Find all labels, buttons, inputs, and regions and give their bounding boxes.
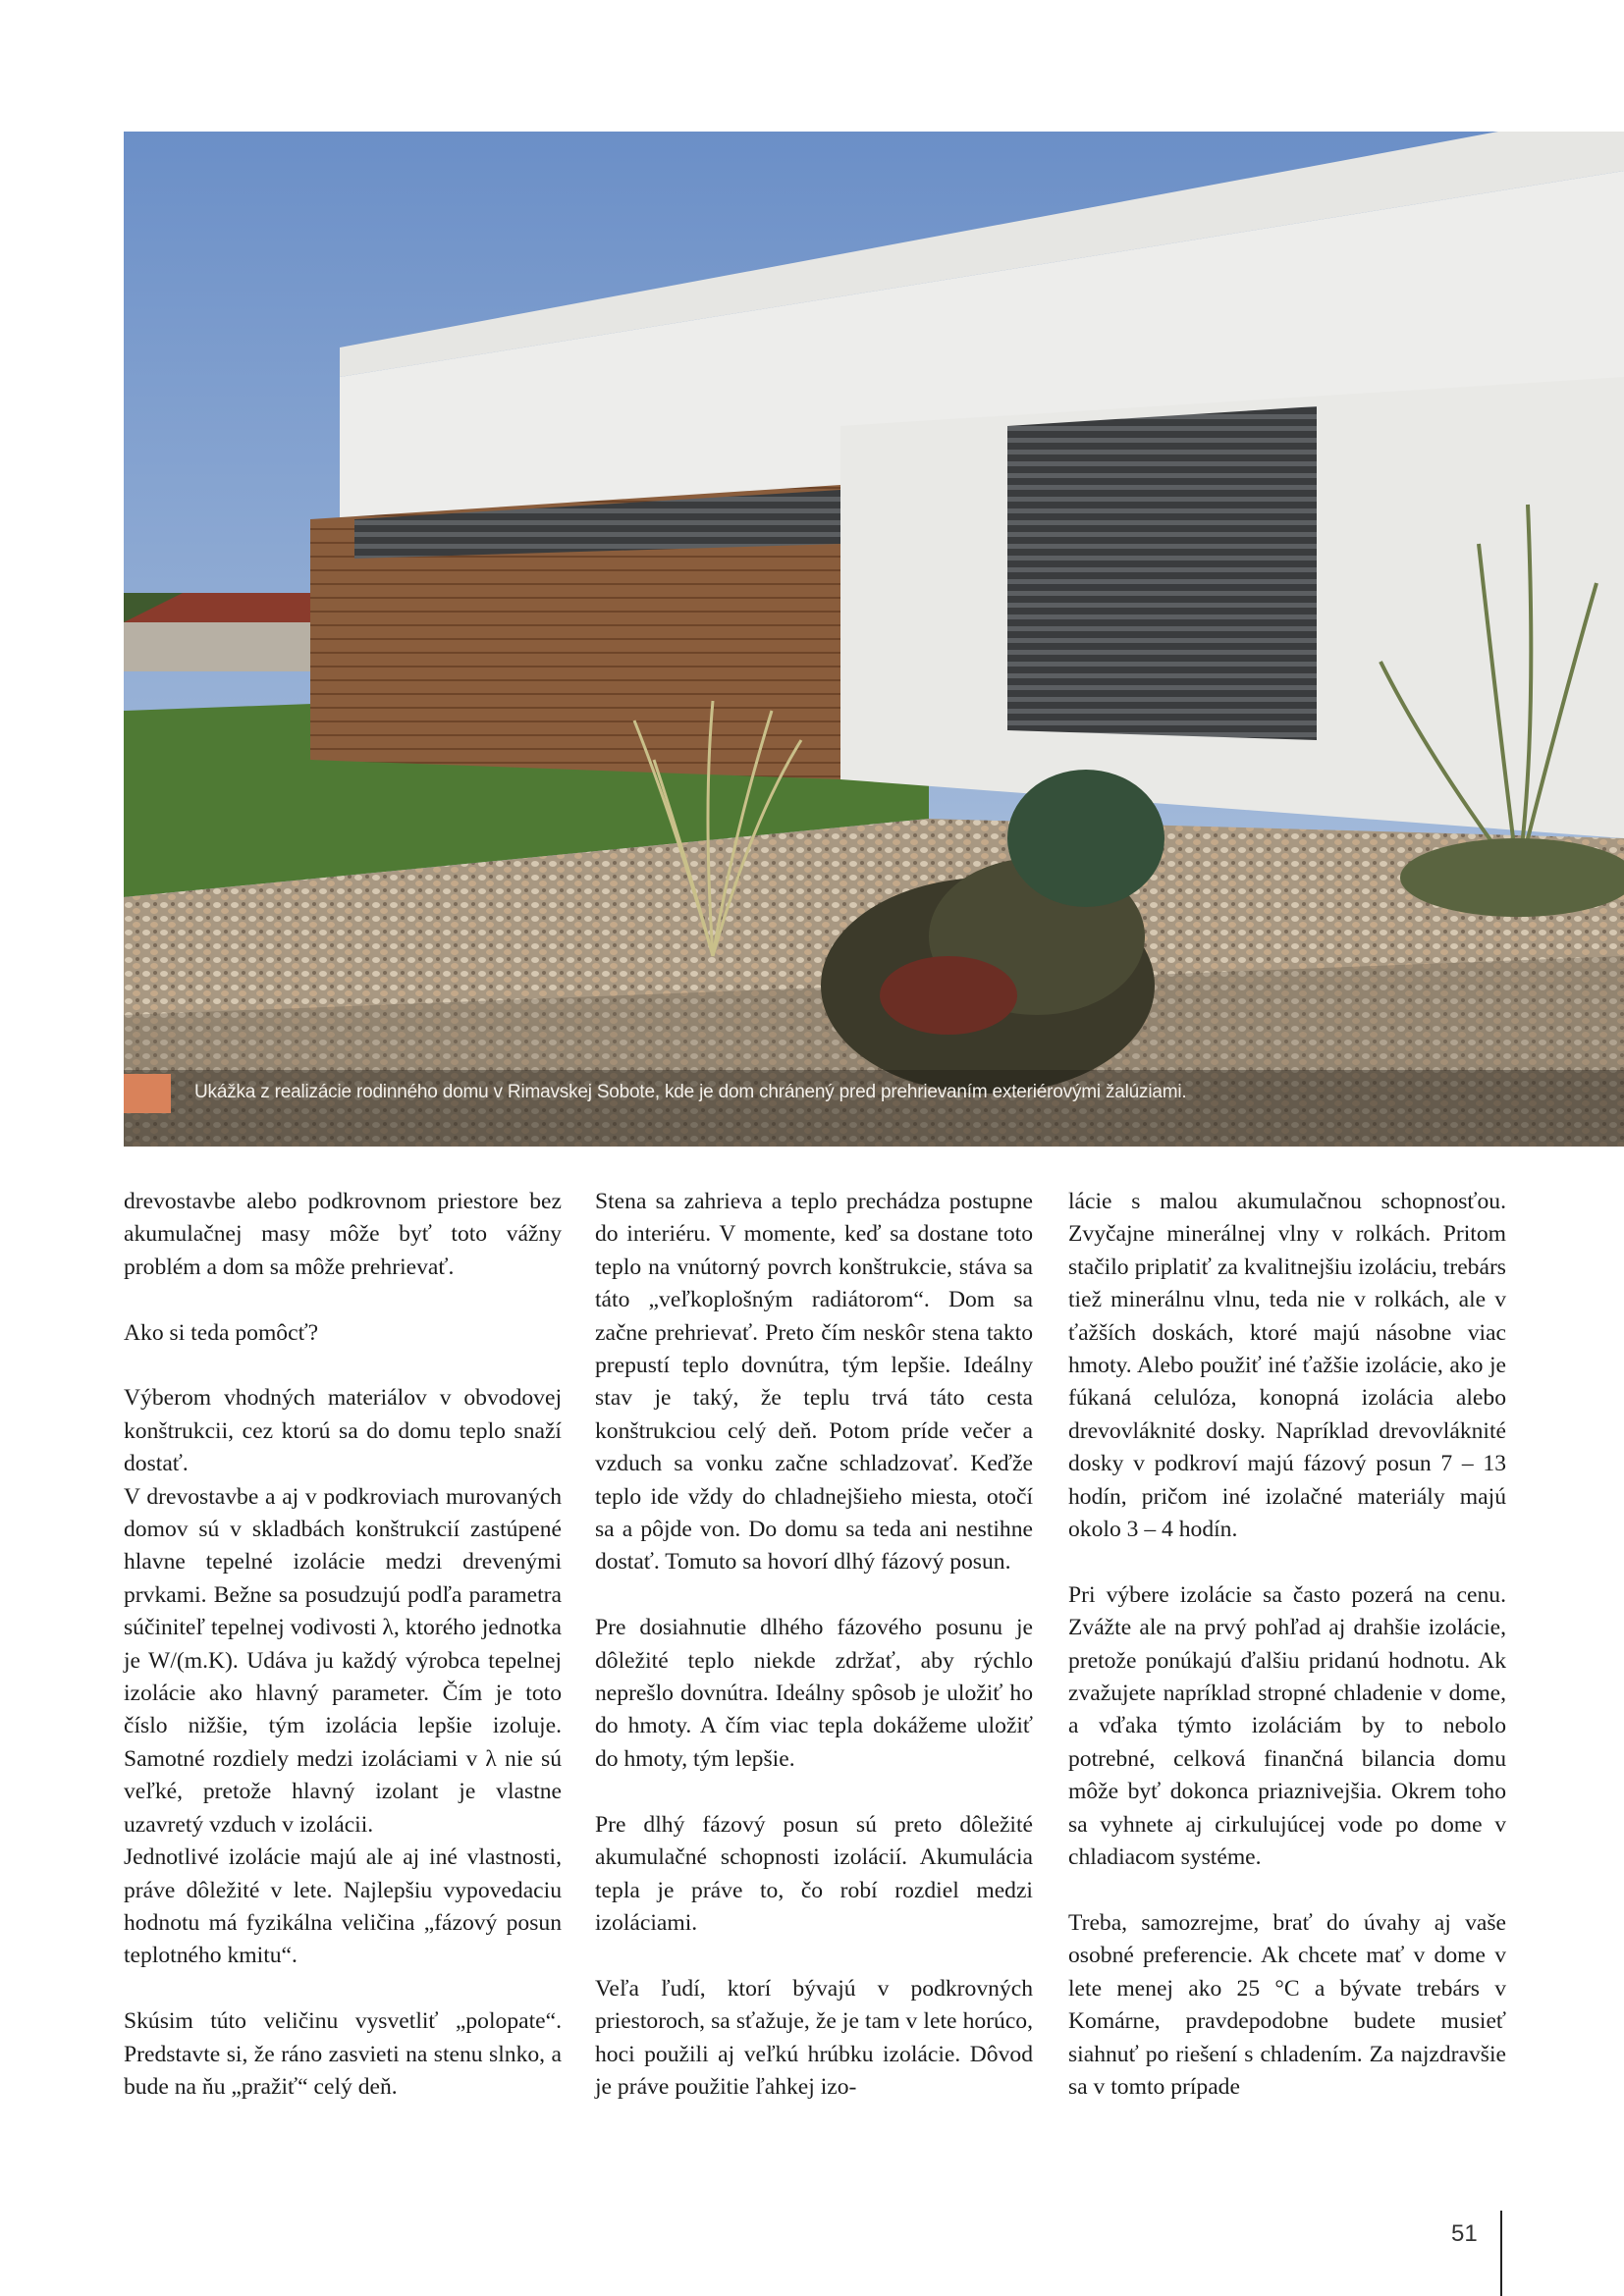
text-column-2 xyxy=(595,1186,1033,2104)
paragraph: Stena sa zahrieva a teplo prechádza postupne do interiéru. V momente, keď sa dostane toto teplo na vnútorný povrch konštrukcie, stáva sa táto „veľkoplošným radiátorom“. Dom sa začne prehrievať. Preto čím neskôr stena takto prepustí teplo dovnútra, tým lepšie. Ideálny stav je taký, že teplu trvá táto cesta konštrukciou celý deň. Potom príde večer a vzduch sa vonku začne schladzovať. Keďže teplo ide vždy do chladnejšieho miesta, otočí sa a pôjde von. Do domu sa teda ani nestihne dostať. Tomuto sa hovorí dlhý fázový posun. xyxy=(595,1189,1033,1575)
paragraph: Veľa ľudí, ktorí bývajú v podkrovných priestoroch, sa sťažuje, že je tam v lete horúco, hoci použili aj veľkú hrúbku izolácie. Dôvod je práve použitie ľahkej izo- xyxy=(595,1975,1033,2100)
paragraph: Treba, samozrejme, brať do úvahy aj vaše osobné preferencie. Ak chcete mať v dome v lete menej ako 25 °C a bývate trebárs v Komárne, pravdepodobne budete musieť siahnuť po riešení s chladením. Za najzdravšie sa v tomto prípade xyxy=(1068,1909,1506,2100)
caption-accent-square xyxy=(124,1074,171,1113)
text-column-1 xyxy=(124,1186,562,2104)
house-photo xyxy=(124,132,1624,1147)
paragraph: Ako si teda pomôcť? xyxy=(124,1319,319,1346)
text-column-3 xyxy=(1068,1186,1506,2104)
photo-caption: Ukážka z realizácie rodinného domu v Rimavskej Sobote, kde je dom chránený pred prehrievaním exteriérovými žalúziami. xyxy=(194,1082,1187,1102)
house-photo-illustration xyxy=(124,132,1624,1147)
page-number: 51 xyxy=(1451,2220,1478,2247)
paragraph: Jednotlivé izolácie majú ale aj iné vlastnosti, práve dôležité v lete. Najlepšiu vypovedaciu hodnotu má fyzikálna veličina „fázový posun teplotného kmitu“. xyxy=(124,1844,562,1969)
paragraph: drevostavbe alebo podkrovnom priestore bez akumulačnej masy môže byť toto vážny problém a dom sa môže prehrievať. xyxy=(124,1189,562,1280)
paragraph: Pre dlhý fázový posun sú preto dôležité akumulačné schopnosti izolácií. Akumulácia tepla je práve to, čo robí rozdiel medzi izoláciami. xyxy=(595,1811,1033,1936)
paragraph: Výberom vhodných materiálov v obvodovej konštrukcii, cez ktorú sa do domu teplo snaží dostať. xyxy=(124,1385,562,1477)
paragraph: V drevostavbe a aj v podkroviach murovaných domov sú v skladbách konštrukcií zastúpené hlavne tepelné izolácie medzi drevenými prvkami. Bežne sa posudzujú podľa parametra súčiniteľ tepelnej vodivosti λ, ktorého jednotka je W/(m.K). Udáva ju každý výrobca tepelnej izolácie ako hlavný parameter. Čím je toto číslo nižšie, tým izolácia lepšie izoluje. Samotné rozdiely medzi izoláciami v λ nie sú veľké, pretože hlavný izolant je vlastne uzavretý vzduch v izolácii. xyxy=(124,1483,562,1838)
paragraph: Pre dosiahnutie dlhého fázového posunu je dôležité teplo niekde zdržať, aby rýchlo neprešlo dovnútra. Ideálny spôsob je uložiť ho do hmoty. A čím viac tepla dokážeme uložiť do hmoty, tým lepšie. xyxy=(595,1615,1033,1772)
paragraph: Skúsim túto veličinu vysvetliť „polopate“. Predstavte si, že ráno zasvieti na stenu slnko, a bude na ňu „pražiť“ celý deň. xyxy=(124,2008,562,2100)
page-number-rule xyxy=(1500,2211,1502,2296)
paragraph: lácie s malou akumulačnou schopnosťou. Zvyčajne minerálnej vlny v rolkách. Pritom stačilo priplatiť za kvalitnejšiu izoláciu, trebárs tiež minerálnu vlnu, teda nie v rolkách, ale v ťažších doskách, ktoré majú násobne viac hmoty. Alebo použiť iné ťažšie izolácie, ako je fúkaná celulóza, konopná izolácia alebo drevovláknité dosky. Napríklad drevovláknité dosky v podkroví majú fázový posun 7 – 13 hodín, pričom iné izolačné materiály majú okolo 3 – 4 hodín. xyxy=(1068,1189,1506,1543)
paragraph: Pri výbere izolácie sa často pozerá na cenu. Zvážte ale na prvý pohľad aj drahšie izolácie, pretože ponúkajú ďalšiu pridanú hodnotu. Ak zvažujete napríklad stropné chladenie v dome, a vďaka týmto izoláciám by to nebolo potrebné, celková finančná bilancia domu môže byť dokonca priaznivejšia. Okrem toho sa vyhnete aj cirkulujúcej vode po dome v chladiacom systéme. xyxy=(1068,1581,1506,1871)
